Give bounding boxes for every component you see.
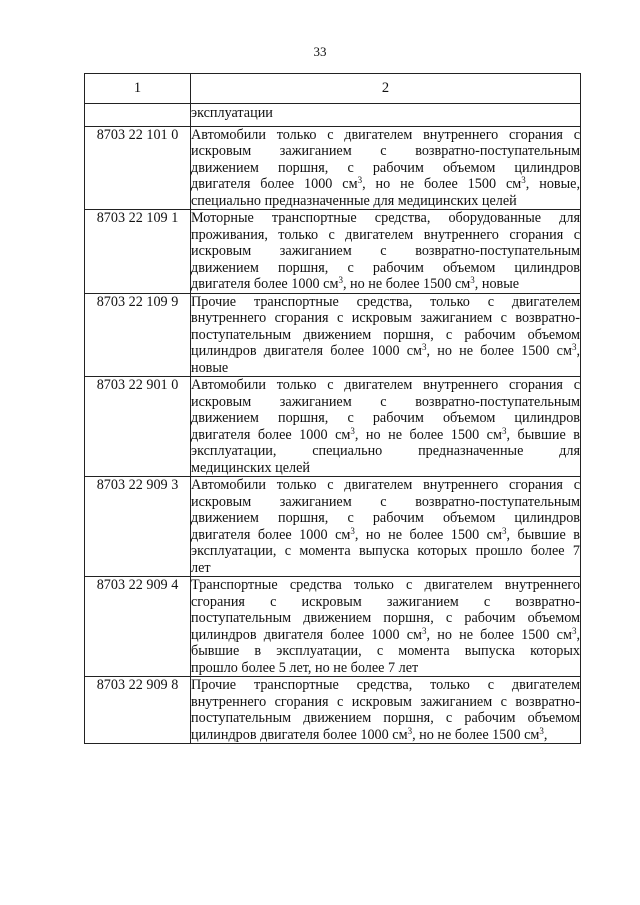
description-line: лет [191,559,211,576]
table-header-row [85,74,581,104]
table-body [85,104,581,744]
code-cell: 8703 22 909 3 [85,477,191,577]
description-cell [191,577,581,677]
code-cell: 8703 22 901 0 [85,377,191,477]
description-line: движением поршня, с рабочим объемом цилиндров [191,259,580,276]
table-row [85,104,581,127]
description-line: медицинских целей [191,459,310,476]
description-line: Транспортные средства только с двигателем внутреннего [191,577,580,593]
description-line: движением поршня, с рабочим объемом цилиндров [191,510,580,526]
code-cell: 8703 22 909 8 [85,677,191,744]
description-line: поступательным движением поршня, с рабочим объемом [191,326,580,343]
table-row [85,577,581,677]
description-line: поступательным движением поршня, с рабочим объемом [191,610,580,626]
description-line: бывшие в эксплуатации, с момента выпуска которых [191,643,580,659]
description-line: проживания, только с двигателем внутреннего сгорания с [191,226,580,243]
table-row [85,126,581,210]
description-cell [191,126,581,210]
description-line: Прочие транспортные средства, только с двигателем [191,293,580,310]
description-line: поступательным движением поршня, с рабочим объемом [191,710,580,726]
description-line: сгорания с искровым зажиганием с возвратно- [191,593,580,610]
description-line: двигателя более 1000 $см^3$, но не более 1500 $см^3$, бывшие в [191,525,580,543]
description-line: эксплуатации [191,105,273,121]
description-line: искровым зажиганием с возвратно-поступательным [191,493,580,510]
code-cell [85,104,191,127]
description-line: цилиндров двигателя более 1000 $см^3$, но не более 1500 $см^3$, [191,342,580,359]
description-line: искровым зажиганием с возвратно-поступательным [191,143,580,159]
description-cell [191,677,581,744]
page-number: 33 [313,44,327,59]
description-line: искровым зажиганием с возвратно-поступательным [191,243,580,259]
table-row [85,677,581,744]
description-line: цилиндров двигателя более 1000 $см^3$, но не более 1500 $см^3$, [191,625,580,643]
description-line: двигателя более 1000 $см^3$, но не более 1500 $см^3$, бывшие в [191,425,580,443]
code-cell: 8703 22 109 1 [85,210,191,294]
table-row [85,293,581,377]
description-line: движением поршня, с рабочим объемом цилиндров [191,159,580,176]
description-line: Прочие транспортные средства, только с двигателем [191,677,580,693]
description-line: движением поршня, с рабочим объемом цилиндров [191,410,580,426]
description-line: двигателя более 1000 $см^3$, но не более 1500 $см^3$, новые, [191,175,580,192]
description-line: Автомобили только с двигателем внутреннего сгорания с [191,477,580,493]
table-row [85,377,581,477]
description-cell [191,104,581,127]
description-line: двигателя более 1000 $см^3$, но не более 1500 $см^3$, новые [191,275,520,292]
description-cell [191,377,581,477]
description-line: цилиндров двигателя более 1000 $см^3$, но не более 1500 $см^3$, [191,725,548,743]
description-line: внутреннего сгорания с искровым зажиганием с возвратно- [191,693,580,710]
description-cell [191,477,581,577]
description-line: Автомобили только с двигателем внутреннего сгорания с [191,377,580,393]
description-line: Автомобили только с двигателем внутреннего сгорания с [191,126,580,143]
description-line: искровым зажиганием с возвратно-поступательным [191,393,580,410]
description-line: новые [191,359,229,376]
table-row [85,210,581,294]
tariff-code-table [84,73,581,744]
code-cell: 8703 22 101 0 [85,126,191,210]
description-cell [191,210,581,294]
description-line: Моторные транспортные средства, оборудованные для [191,210,580,226]
table-row [85,477,581,577]
code-cell: 8703 22 909 4 [85,577,191,677]
description-line: прошло более 5 лет, но не более 7 лет [191,659,419,676]
column-header-2: 2 [191,74,581,104]
description-line: эксплуатации, с момента выпуска которых прошло более 7 [191,543,580,559]
description-line: эксплуатации, специально предназначенные для [191,443,580,459]
description-line: специально предназначенные для медицинских целей [191,192,517,209]
description-line: внутреннего сгорания с искровым зажиганием с возвратно- [191,310,580,326]
column-header-1: 1 [85,74,191,104]
code-cell: 8703 22 109 9 [85,293,191,377]
description-cell [191,293,581,377]
